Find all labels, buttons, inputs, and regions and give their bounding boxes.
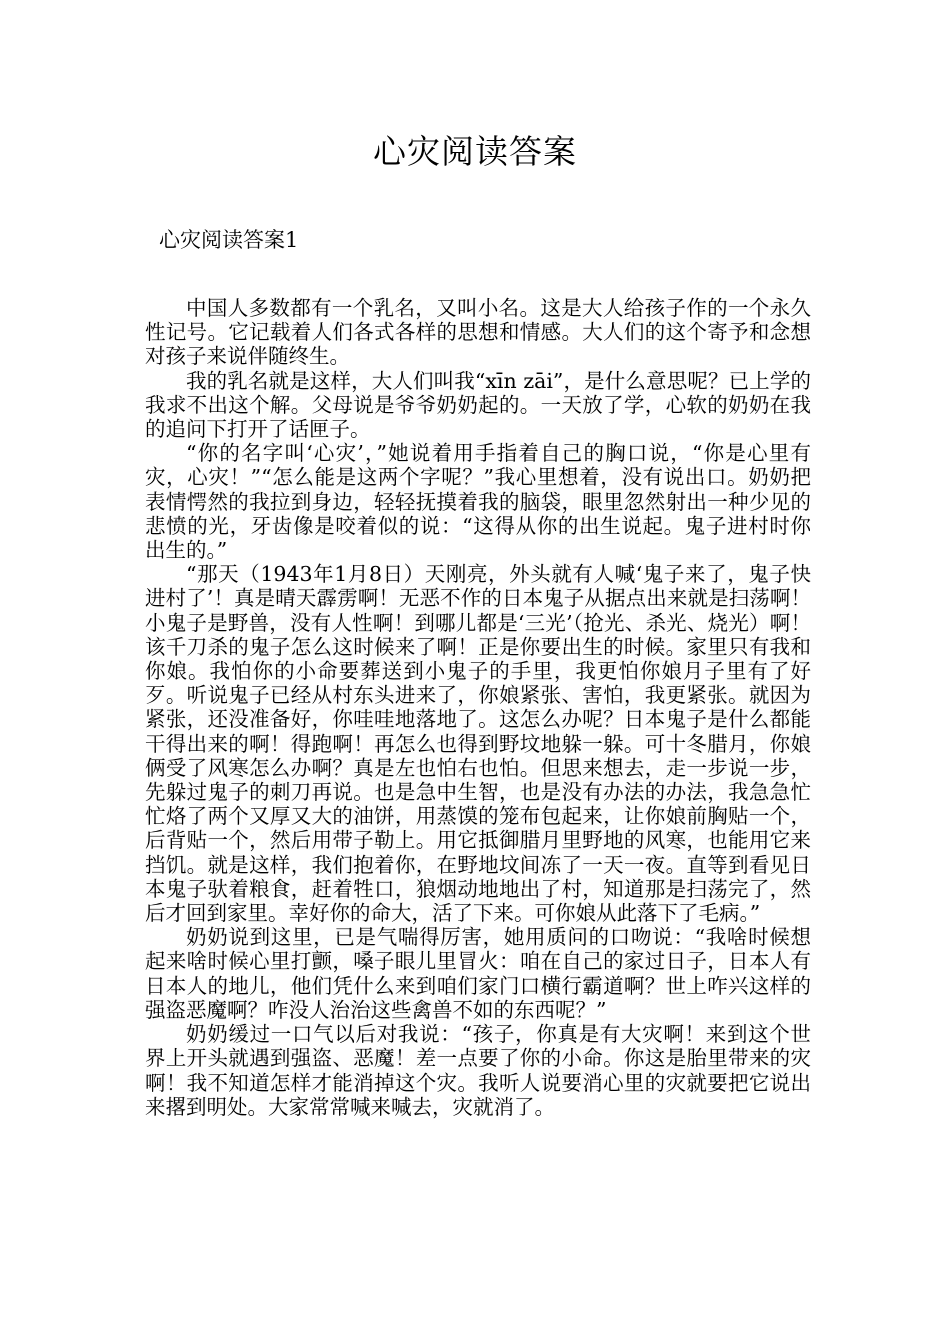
paragraph-5: 奶奶说到这里，已是气喘得厉害，她用质问的口吻说：“我啥时候想起来啥时候心里打颤，嗓子眼儿里冒火：咱在自己的家过日子，日本人有日本人的地儿，他们凭什么来到咱们家门口横行霸道啊？世上咋兴这样的强盗恶魔啊？咋没人治治这些禽兽不如的东西呢？” (145, 925, 811, 1022)
paragraph-3: “你的名字叫‘心灾’，”她说着用手指着自己的胸口说，“你是心里有灾，心灾！”“怎么能是这两个字呢？”我心里想着，没有说出口。奶奶把表情愕然的我拉到身边，轻轻抚摸着我的脑袋，眼里忽然射出一种少见的悲愤的光，牙齿像是咬着似的说：“这得从你的出生说起。鬼子进村时你出生的。” (145, 441, 811, 563)
paragraph-4: “那天（1943年1月8日）天刚亮，外头就有人喊‘鬼子来了，鬼子快进村了’！真是晴天霹雳啊！无恶不作的日本鬼子从据点出来就是扫荡啊！小鬼子是野兽，没有人性啊！到哪儿都是‘三光’（抢光、杀光、烧光）啊！该千刀杀的鬼子怎么这时候来了啊！正是你要出生的时候。家里只有我和你娘。我怕你的小命要葬送到小鬼子的手里，我更怕你娘月子里有了好歹。听说鬼子已经从村东头进来了，你娘紧张、害怕，我更紧张。就因为紧张，还没准备好，你哇哇地落地了。这怎么办呢？日本鬼子是什么都能干得出来的啊！得跑啊！再怎么也得到野坟地躲一躲。可十冬腊月，你娘俩受了风寒怎么办啊？真是左也怕右也怕。但思来想去，走一步说一步，先躲过鬼子的刺刀再说。也是急中生智，也是没有办法的办法，我急急忙忙烙了两个又厚又大的油饼，用蒸馍的笼布包起来，让你娘前胸贴一个，后背贴一个，然后用带子勒上。用它抵御腊月里野地的风寒，也能用它来挡饥。就是这样，我们抱着你，在野地坟间冻了一天一夜。直等到看见日本鬼子驮着粮食，赶着牲口，狼烟动地地出了村，知道那是扫荡完了，然后才回到家里。幸好你的命大，活了下来。可你娘从此落下了毛病。” (145, 562, 811, 926)
paragraph-6: 奶奶缓过一口气以后对我说：“孩子，你真是有大灾啊！来到这个世界上开头就遇到强盗、恶魔！差一点要了你的小命。你这是胎里带来的灾啊！我不知道怎样才能消掉这个灾。我听人说要消心里的灾就要把它说出来撂到明处。大家常常喊来喊去，灾就消了。 (145, 1022, 811, 1119)
article-body (145, 296, 811, 1119)
paragraph-2: 我的乳名就是这样，大人们叫我“xīn zāi”，是什么意思呢？已上学的我求不出这个解。父母说是爷爷奶奶起的。一天放了学，心软的奶奶在我的追问下打开了话匣子。 (145, 368, 811, 442)
paragraph-1: 中国人多数都有一个乳名，又叫小名。这是大人给孩子作的一个永久性记号。它记载着人们各式各样的思想和情感。大人们的这个寄予和念想对孩子来说伴随终生。 (145, 296, 811, 369)
section-heading: 心灾阅读答案1 (159, 228, 299, 252)
document-title: 心灾阅读答案 (373, 132, 577, 171)
